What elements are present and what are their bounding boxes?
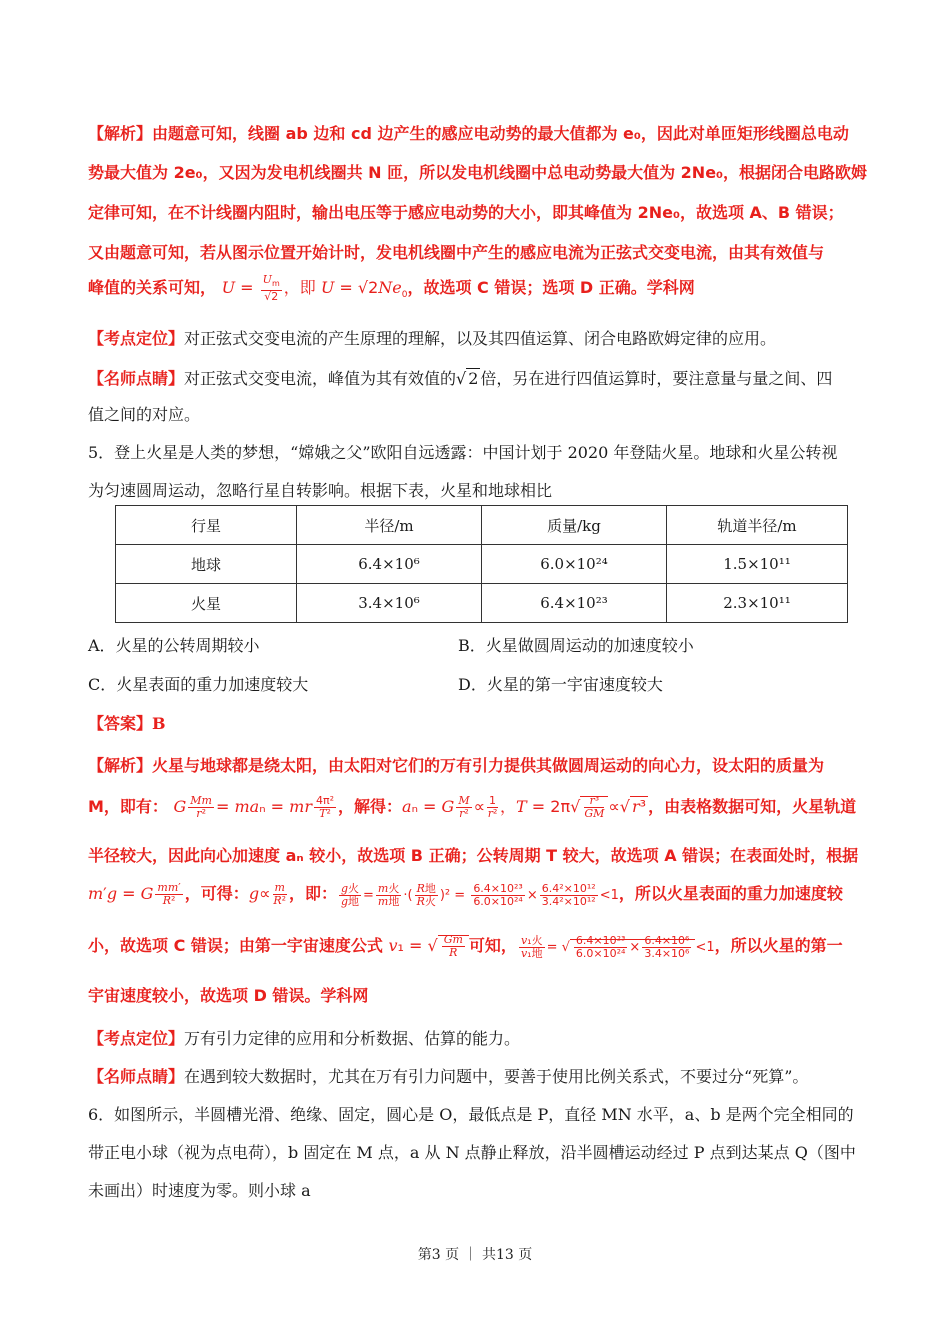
option-b: B．火星做圆周运动的加速度较小 [458,636,694,655]
tip5: 【名师点睛】在遇到较大数据时，尤其在万有引力问题中，要善于使用比例关系式，不要过分“死算”。 [88,1067,809,1086]
analysis4-line4: 又由题意可知，若从图示位置开始计时，发电机线圈中产生的感应电流为正弦式交变电流，由其有效值与 [88,243,825,262]
sqrt2-symbol: √ 2 [456,369,479,388]
option-d: D．火星的第一宇宙速度较大 [458,675,663,694]
q5-line1: 5．登上火星是人类的梦想，“嫦娥之父”欧阳自远透露：中国计划于 2020 年登陆火星。地球和火星公转视 [88,443,838,462]
tip4-line2: 值之间的对应。 [88,405,201,424]
analysis4-line2: 势最大值为 2e₀，又因为发电机线圈共 N 匝，所以发电机线圈中总电动势最大值为 2Ne₀，根据闭合电路欧姆 [88,163,868,182]
analysis5-line5: 小，故选项 C 错误；由第一宇宙速度公式 v₁ = √ $\frac{Gm}{R}$ 可知， $\frac{\text{v₁火}}{\text{v₁地}}$ = √ $\frac{\text{6.4×10²³}}{\text{6.0×10²⁴}}$ × $\frac{\text{6.4×10⁶}}{\text{3.4×10⁶}}$ <1，所以火星的第一 [88,933,843,960]
table-cell: 6.4×10⁶ [297,545,482,584]
q5-line2: 为匀速圆周运动，忽略行星自转影响。根据下表，火星和地球相比 [88,481,553,500]
analysis5-line4: m′g = G $\frac{mm'}{\text{R²}}$ ，可得：g∝ $\frac{m}{\text{R²}}$ ，即： $\frac{\text{g火}}{\text{g地}}$ = $\frac{\text{m火}}{\text{m地}}$ ·( $\frac{\text{R地}}{\text{R火}}$ )² = $\frac{\text{6.4×10²³}}{\text{6.0×10²⁴}}$ × $\frac{\text{6.4²×10¹²}}{\text{3.4²×10¹²}}$ <1，所以火星表面的重力加速度较 [88,881,843,908]
planet-table [115,505,848,623]
point5: 【考点定位】万有引力定律的应用和分析数据、估算的能力。 [88,1029,521,1048]
analysis4-line3: 定律可知，在不计线圈内阻时，输出电压等于感应电动势的大小，即其峰值为 2Ne₀，故选项 A、B 错误； [88,203,844,222]
table-cell: 1.5×10¹¹ [667,545,848,584]
formula-an-T: aₙ = G $\frac{M}{\text{r²}}$ ∝ $\frac{1}{\text{r²}}$ ，T = 2π√ $\frac{\text{r³}}{GM}$ ∝√ r³ [402,794,647,820]
formula-u-um: U = $\frac{U_m}{√2}$ ，即 $U = √2Ne_0$ [221,272,408,304]
table-header: 质量/kg [482,506,667,545]
table-header: 轨道半径/m [667,506,848,545]
table-cell: 3.4×10⁶ [297,584,482,623]
table-header-row [116,506,848,545]
formula-v1: v₁ = √ $\frac{Gm}{R}$ [388,935,468,955]
table-header: 半径/m [297,506,482,545]
point4: 【考点定位】对正弦式交变电流的产生原理的理解，以及其四值运算、闭合电路欧姆定律的应用。 [88,329,777,348]
table-cell: 6.0×10²⁴ [482,545,667,584]
analysis4-line1: 【解析】由题意可知，线圈 ab 边和 cd 边产生的感应电动势的最大值都为 e₀，因此对单匝矩形线圈总电动 [88,124,849,143]
formula-g-ratio: $\frac{\text{g火}}{\text{g地}}$ = $\frac{\text{m火}}{\text{m地}}$ ·( $\frac{\text{R地}}{\text{R火}}$ )² = $\frac{\text{6.4×10²³}}{\text{6.0×10²⁴}}$ × $\frac{\text{6.4²×10¹²}}{\text{3.4²×10¹²}}$ <1 [340,882,619,908]
table-cell: 2.3×10¹¹ [667,584,848,623]
formula-gravity: G $\frac{Mm}{\text{r²}}$ = maₙ = mr $\frac{\text{4π²}}{\text{T²}}$ [173,794,335,820]
answer: 【答案】B [88,714,166,733]
table-header: 行星 [116,506,297,545]
formula-g-prop: g∝ $\frac{m}{\text{R²}}$ [248,881,287,907]
analysis5-line2: M，即有： G $\frac{Mm}{\text{r²}}$ = maₙ = mr $\frac{\text{4π²}}{\text{T²}}$ ，解得：aₙ = G $\frac{M}{\text{r²}}$ ∝ $\frac{1}{\text{r²}}$ ，T = 2π√ $\frac{\text{r³}}{GM}$ ∝√ r³ ，由表格数据可知，火星轨道 [88,794,857,820]
q6-line2: 带正电小球（视为点电荷），b 固定在 M 点，a 从 N 点静止释放，沿半圆槽运动经过 P 点到达某点 Q（图中 [88,1143,856,1162]
formula-surface-gravity: m′g = G $\frac{mm'}{\text{R²}}$ [88,881,181,907]
page-footer: 第3 页 ｜ 共13 页 [417,1247,533,1263]
table-row [116,545,848,584]
analysis-label: 【解析】 [88,124,153,143]
analysis5-line6: 宇宙速度较小，故选项 D 错误。学科网 [88,986,369,1005]
table-cell: 6.4×10²³ [482,584,667,623]
table-cell: 地球 [116,545,297,584]
option-c: C．火星表面的重力加速度较大 [88,675,309,694]
table-cell: 火星 [116,584,297,623]
formula-v-ratio: $\frac{\text{v₁火}}{\text{v₁地}}$ = √ $\frac{\text{6.4×10²³}}{\text{6.0×10²⁴}}$ × $\frac{\text{6.4×10⁶}}{\text{3.4×10⁶}}$ <1 [520,934,715,960]
q6-line3: 未画出）时速度为零。则小球 a [88,1181,311,1200]
table-row [116,584,848,623]
q6-line1: 6．如图所示，半圆槽光滑、绝缘、固定，圆心是 O，最低点是 P，直径 MN 水平，a、b 是两个完全相同的 [88,1105,854,1124]
analysis4-line5: 峰值的关系可知， U = $\frac{U_m}{√2}$ ，即 $U = √2Ne_0$，故选项 C 错误；选项 D 正确。学科网 [88,272,695,304]
analysis5-line3: 半径较大，因此向心加速度 aₙ 较小，故选项 B 正确；公转周期 T 较大，故选项 A 错误；在表面处时，根据 [88,846,859,865]
analysis5-line1: 【解析】火星与地球都是绕太阳，由太阳对它们的万有引力提供其做圆周运动的向心力，设太阳的质量为 [88,756,825,775]
option-a: A．火星的公转周期较小 [88,636,260,655]
tip4-line1: 【名师点睛】对正弦式交变电流，峰值为其有效值的√ 2 倍，另在进行四值运算时，要注意量与量之间、四 [88,369,833,388]
